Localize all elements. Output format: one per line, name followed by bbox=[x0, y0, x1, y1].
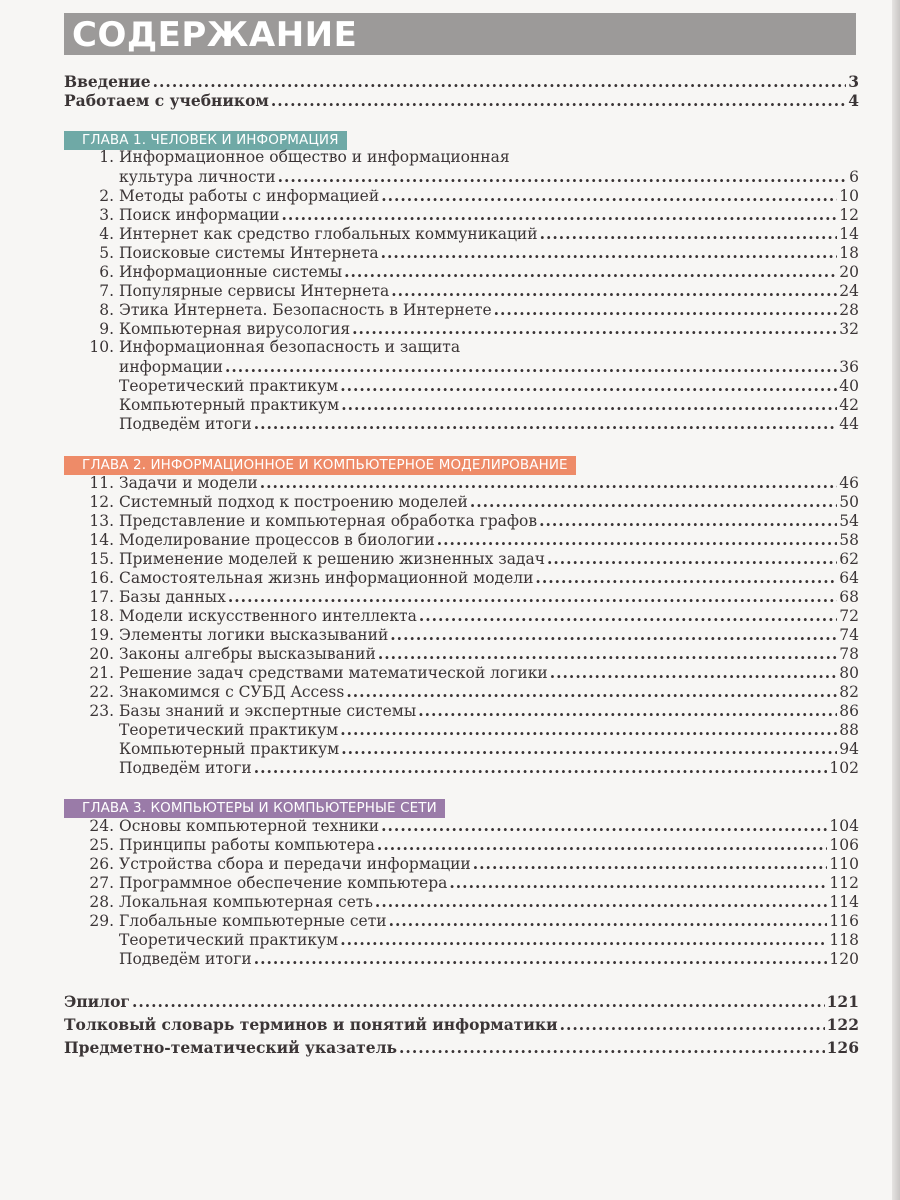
entry-label: Самостоятельная жизнь информационной модели bbox=[119, 569, 534, 587]
toc-entry-intro[interactable] bbox=[64, 72, 859, 91]
toc-entry[interactable] bbox=[64, 243, 859, 262]
page-number: 72 bbox=[839, 607, 859, 625]
entry-label-continued: культура личности bbox=[119, 168, 276, 186]
entry-number: 4. bbox=[99, 225, 114, 243]
leader-dots bbox=[419, 606, 837, 625]
leader-dots bbox=[390, 625, 837, 644]
page-number: 44 bbox=[839, 415, 859, 433]
toc-entry[interactable] bbox=[64, 224, 859, 243]
leader-dots bbox=[340, 930, 827, 949]
chapter-3-heading-row bbox=[64, 797, 859, 816]
chapter-1-heading[interactable]: ГЛАВА 1. ЧЕЛОВЕК И ИНФОРМАЦИЯ bbox=[64, 131, 347, 150]
page-number: 14 bbox=[839, 225, 859, 243]
page-number: 3 bbox=[848, 72, 859, 91]
toc-entry-practicum[interactable] bbox=[64, 720, 859, 739]
toc-entry[interactable] bbox=[64, 701, 859, 720]
toc-entry-glossary[interactable] bbox=[64, 1015, 859, 1038]
leader-dots bbox=[341, 395, 837, 414]
leader-dots bbox=[340, 720, 837, 739]
entry-label: Информационная безопасность и защита bbox=[119, 338, 461, 356]
entry-label: Компьютерный практикум bbox=[119, 740, 340, 758]
page-number: 28 bbox=[839, 301, 859, 319]
entry-number: 12. bbox=[89, 493, 114, 511]
leader-dots bbox=[539, 511, 837, 530]
entry-label: Решение задач средствами математической логики bbox=[119, 664, 548, 682]
toc-entry-practicum[interactable] bbox=[64, 758, 859, 777]
leader-dots bbox=[132, 992, 825, 1011]
entry-label: Работаем с учебником bbox=[64, 91, 269, 110]
entry-label: Введение bbox=[64, 72, 151, 91]
chapter-3-section bbox=[64, 797, 859, 968]
toc-entry[interactable] bbox=[64, 492, 859, 511]
leader-dots bbox=[535, 568, 837, 587]
page-edge-shadow bbox=[892, 0, 900, 1200]
entry-label: Представление и компьютерная обработка графов bbox=[119, 512, 538, 530]
entry-number: 8. bbox=[99, 301, 114, 319]
page-number: 118 bbox=[829, 931, 859, 949]
toc-entry[interactable] bbox=[64, 663, 859, 682]
entry-label: Моделирование процессов в биологии bbox=[119, 531, 435, 549]
entry-label: Базы знаний и экспертные системы bbox=[119, 702, 417, 720]
entry-number: 13. bbox=[89, 512, 114, 530]
leader-dots bbox=[260, 473, 838, 492]
entry-label: Локальная компьютерная сеть bbox=[119, 893, 373, 911]
toc-entry-continuation[interactable] bbox=[64, 357, 859, 376]
entry-number: 15. bbox=[89, 550, 114, 568]
toc-entry[interactable] bbox=[64, 549, 859, 568]
entry-number: 25. bbox=[89, 836, 114, 854]
leader-dots bbox=[418, 701, 837, 720]
leader-dots bbox=[494, 300, 838, 319]
entry-number: 27. bbox=[89, 874, 114, 892]
leader-dots bbox=[437, 530, 838, 549]
entry-label: Информационное общество и информационная bbox=[119, 148, 510, 166]
toc-entry-subject-index[interactable] bbox=[64, 1038, 859, 1061]
entry-number: 29. bbox=[89, 912, 114, 930]
toc-entry[interactable] bbox=[64, 816, 859, 835]
entry-label: Глобальные компьютерные сети bbox=[119, 912, 387, 930]
toc-entry-practicum[interactable] bbox=[64, 739, 859, 758]
toc-entry[interactable] bbox=[64, 644, 859, 663]
toc-entry-working-with-textbook[interactable] bbox=[64, 91, 859, 110]
toc-entry[interactable] bbox=[64, 205, 859, 224]
leader-dots bbox=[228, 587, 837, 606]
toc-entry-continuation[interactable] bbox=[64, 167, 859, 186]
toc-entry[interactable] bbox=[64, 511, 859, 530]
page-number: 116 bbox=[829, 912, 859, 930]
entry-number: 10. bbox=[89, 338, 114, 356]
entry-label: Этика Интернета. Безопасность в Интернете bbox=[119, 301, 492, 319]
page-number: 36 bbox=[839, 358, 859, 376]
page-number: 46 bbox=[839, 474, 859, 492]
leader-dots bbox=[540, 224, 838, 243]
chapter-2-heading[interactable]: ГЛАВА 2. ИНФОРМАЦИОННОЕ И КОМПЬЮТЕРНОЕ МОДЕЛИРОВАНИЕ bbox=[64, 456, 576, 475]
page-number: 62 bbox=[839, 550, 859, 568]
toc-entry[interactable] bbox=[64, 186, 859, 205]
title-bar bbox=[64, 13, 856, 55]
entry-number: 5. bbox=[99, 244, 114, 262]
leader-dots bbox=[391, 281, 837, 300]
toc-entry[interactable] bbox=[64, 281, 859, 300]
entry-label: Толковый словарь терминов и понятий информатики bbox=[64, 1015, 558, 1034]
entry-number: 2. bbox=[99, 187, 114, 205]
entry-label: Теоретический практикум bbox=[119, 721, 339, 739]
toc-entry[interactable] bbox=[64, 587, 859, 606]
page-number: 74 bbox=[839, 626, 859, 644]
leader-dots bbox=[225, 357, 837, 376]
page-number: 122 bbox=[826, 1015, 859, 1034]
entry-label: Применение моделей к решению жизненных задач bbox=[119, 550, 545, 568]
page-number: 12 bbox=[839, 206, 859, 224]
toc-outro bbox=[64, 992, 859, 1061]
entry-label: Модели искусственного интеллекта bbox=[119, 607, 417, 625]
page-number: 58 bbox=[839, 531, 859, 549]
entry-number: 11. bbox=[89, 474, 114, 492]
toc-entry-practicum[interactable] bbox=[64, 949, 859, 968]
toc-entry[interactable] bbox=[64, 338, 859, 357]
entry-label: Знакомимся с СУБД Access bbox=[119, 683, 345, 701]
page-number: 120 bbox=[829, 950, 859, 968]
leader-dots bbox=[352, 319, 837, 338]
entry-number: 21. bbox=[89, 664, 114, 682]
entry-label-continued: информации bbox=[119, 358, 223, 376]
toc-entry[interactable] bbox=[64, 835, 859, 854]
page-number: 114 bbox=[829, 893, 859, 911]
entry-number: 28. bbox=[89, 893, 114, 911]
entry-label: Программное обеспечение компьютера bbox=[119, 874, 448, 892]
entry-label: Задачи и модели bbox=[119, 474, 258, 492]
entry-number: 24. bbox=[89, 817, 114, 835]
page-number: 42 bbox=[839, 396, 859, 414]
leader-dots bbox=[378, 644, 837, 663]
leader-dots bbox=[340, 376, 837, 395]
entry-label: Компьютерная вирусология bbox=[119, 320, 351, 338]
entry-label: Законы алгебры высказываний bbox=[119, 645, 376, 663]
leader-dots bbox=[254, 758, 828, 777]
entry-number: 23. bbox=[89, 702, 114, 720]
toc-entry[interactable] bbox=[64, 873, 859, 892]
page-number: 82 bbox=[839, 683, 859, 701]
toc-entry[interactable] bbox=[64, 682, 859, 701]
leader-dots bbox=[375, 892, 827, 911]
page-number: 106 bbox=[829, 836, 859, 854]
page-number: 18 bbox=[839, 244, 859, 262]
toc-entry[interactable] bbox=[64, 530, 859, 549]
leader-dots bbox=[470, 492, 837, 511]
entry-number: 7. bbox=[99, 282, 114, 300]
page-number: 78 bbox=[839, 645, 859, 663]
leader-dots bbox=[153, 72, 847, 91]
entry-label: Поисковые системы Интернета bbox=[119, 244, 379, 262]
entry-number: 6. bbox=[99, 263, 114, 281]
toc-entry[interactable] bbox=[64, 473, 859, 492]
page-number: 20 bbox=[839, 263, 859, 281]
entry-label: Базы данных bbox=[119, 588, 226, 606]
page-number: 94 bbox=[839, 740, 859, 758]
page-number: 121 bbox=[826, 992, 859, 1011]
entry-label: Подведём итоги bbox=[119, 415, 252, 433]
page-number: 4 bbox=[848, 91, 859, 110]
entry-label: Основы компьютерной техники bbox=[119, 817, 380, 835]
toc-entry[interactable] bbox=[64, 300, 859, 319]
entry-number: 18. bbox=[89, 607, 114, 625]
entry-label: Методы работы с информацией bbox=[119, 187, 380, 205]
leader-dots bbox=[254, 949, 828, 968]
entry-label: Теоретический практикум bbox=[119, 377, 339, 395]
leader-dots bbox=[381, 816, 827, 835]
toc-entry[interactable] bbox=[64, 892, 859, 911]
entry-label: Информационные системы bbox=[119, 263, 343, 281]
chapter-2-heading-row bbox=[64, 454, 859, 473]
toc-entry[interactable] bbox=[64, 854, 859, 873]
chapter-1-section bbox=[64, 129, 859, 433]
page-number: 50 bbox=[839, 493, 859, 511]
entry-label: Устройства сбора и передачи информации bbox=[119, 855, 471, 873]
leader-dots bbox=[449, 873, 827, 892]
entry-number: 16. bbox=[89, 569, 114, 587]
entry-number: 26. bbox=[89, 855, 114, 873]
entry-number: 1. bbox=[99, 148, 114, 166]
entry-number: 14. bbox=[89, 531, 114, 549]
entry-number: 9. bbox=[99, 320, 114, 338]
chapter-3-heading[interactable]: ГЛАВА 3. КОМПЬЮТЕРЫ И КОМПЬЮТЕРНЫЕ СЕТИ bbox=[64, 799, 445, 818]
page-number: 104 bbox=[829, 817, 859, 835]
page-number: 88 bbox=[839, 721, 859, 739]
leader-dots bbox=[560, 1015, 825, 1034]
toc-entry[interactable] bbox=[64, 911, 859, 930]
entry-label: Элементы логики высказываний bbox=[119, 626, 389, 644]
page-number: 6 bbox=[849, 168, 859, 186]
leader-dots bbox=[344, 262, 837, 281]
page-number: 126 bbox=[826, 1038, 859, 1057]
entry-label: Подведём итоги bbox=[119, 759, 252, 777]
leader-dots bbox=[341, 739, 837, 758]
leader-dots bbox=[547, 549, 837, 568]
page-number: 68 bbox=[839, 588, 859, 606]
entry-label: Подведём итоги bbox=[119, 950, 252, 968]
entry-label: Интернет как средство глобальных коммуникаций bbox=[119, 225, 538, 243]
page-number: 80 bbox=[839, 664, 859, 682]
entry-label: Поиск информации bbox=[119, 206, 280, 224]
leader-dots bbox=[346, 682, 837, 701]
entry-number: 20. bbox=[89, 645, 114, 663]
page-number: 54 bbox=[839, 512, 859, 530]
page-title: СОДЕРЖАНИЕ bbox=[72, 15, 358, 55]
entry-label: Системный подход к построению моделей bbox=[119, 493, 468, 511]
entry-label: Теоретический практикум bbox=[119, 931, 339, 949]
leader-dots bbox=[381, 186, 837, 205]
page-number: 40 bbox=[839, 377, 859, 395]
toc-entry[interactable] bbox=[64, 262, 859, 281]
toc-entry-practicum[interactable] bbox=[64, 395, 859, 414]
entry-label: Предметно-тематический указатель bbox=[64, 1038, 398, 1057]
entry-label: Принципы работы компьютера bbox=[119, 836, 375, 854]
leader-dots bbox=[377, 835, 827, 854]
leader-dots bbox=[473, 854, 828, 873]
entry-number: 17. bbox=[89, 588, 114, 606]
toc-entry-epilogue[interactable] bbox=[64, 992, 859, 1015]
toc-entry-practicum[interactable] bbox=[64, 414, 859, 433]
toc-entry[interactable] bbox=[64, 568, 859, 587]
leader-dots bbox=[271, 91, 846, 110]
entry-number: 3. bbox=[99, 206, 114, 224]
page-number: 64 bbox=[839, 569, 859, 587]
leader-dots bbox=[389, 911, 828, 930]
page-number: 112 bbox=[829, 874, 859, 892]
toc-entry[interactable] bbox=[64, 606, 859, 625]
toc-entry[interactable] bbox=[64, 625, 859, 644]
page-number: 102 bbox=[829, 759, 859, 777]
entry-label: Компьютерный практикум bbox=[119, 396, 340, 414]
page-number: 32 bbox=[839, 320, 859, 338]
leader-dots bbox=[278, 167, 848, 186]
toc-entry[interactable] bbox=[64, 319, 859, 338]
leader-dots bbox=[399, 1038, 825, 1057]
toc-entry-practicum[interactable] bbox=[64, 930, 859, 949]
toc-entry[interactable] bbox=[64, 148, 859, 167]
page-number: 24 bbox=[839, 282, 859, 300]
page-number: 10 bbox=[839, 187, 859, 205]
toc-intro bbox=[64, 72, 859, 110]
entry-number: 19. bbox=[89, 626, 114, 644]
entry-label: Популярные сервисы Интернета bbox=[119, 282, 390, 300]
chapter-1-heading-row bbox=[64, 129, 859, 148]
entry-label: Эпилог bbox=[64, 992, 130, 1011]
leader-dots bbox=[550, 663, 838, 682]
leader-dots bbox=[381, 243, 838, 262]
page-number: 110 bbox=[829, 855, 859, 873]
entry-number: 22. bbox=[89, 683, 114, 701]
chapter-2-section bbox=[64, 454, 859, 777]
toc-entry-practicum[interactable] bbox=[64, 376, 859, 395]
leader-dots bbox=[281, 205, 837, 224]
leader-dots bbox=[254, 414, 838, 433]
page-number: 86 bbox=[839, 702, 859, 720]
